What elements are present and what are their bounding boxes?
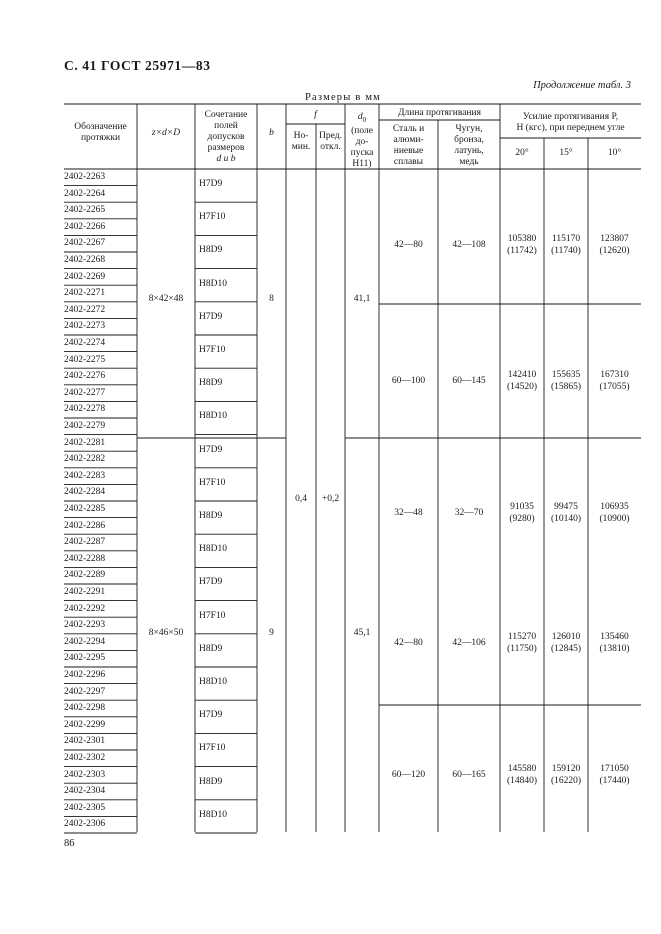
table-row-code: 2402-2283 xyxy=(64,470,106,481)
header-angle-20: 20° xyxy=(515,148,529,158)
header-tolerance: Сочетание полей допусков размеров d и b xyxy=(204,110,248,164)
tolerance-cell: H8D10 xyxy=(199,411,227,422)
table-row-code: 2402-2285 xyxy=(64,504,106,514)
tolerance-cell: H8D9 xyxy=(199,776,223,787)
header-f-deviation: Пред. откл. xyxy=(319,131,342,152)
force-10-newton: 135460 xyxy=(600,632,629,642)
table-row-code: 2402-2277 xyxy=(64,387,106,398)
table-continuation-note: Продолжение табл. 3 xyxy=(533,80,631,91)
tolerance-cell: H7D9 xyxy=(199,710,223,721)
table-row-code: 2402-2291 xyxy=(64,587,106,597)
table-row-code: 2402-2297 xyxy=(64,686,106,697)
header-force: Усилие протягивания P, Н (кгс), при переднем угле xyxy=(516,112,625,133)
length-iron-value: 42—108 xyxy=(452,240,486,250)
length-iron-value: 32—70 xyxy=(454,508,484,518)
force-20-newton: 91035 xyxy=(510,502,534,512)
table-row-code: 2402-2293 xyxy=(64,620,106,631)
tolerance-cell: H7D9 xyxy=(199,444,223,455)
table-row-code: 2402-2288 xyxy=(64,553,106,564)
force-20-newton: 115270 xyxy=(507,632,537,642)
table-row-code: 2402-2268 xyxy=(64,255,106,265)
group-2-b: 9 xyxy=(269,628,274,638)
header-length: Длина протягивания xyxy=(398,108,481,118)
dimensions-note: Размеры в мм xyxy=(305,92,382,103)
force-15-kgf: (12845) xyxy=(550,644,582,654)
tolerance-cell: H7F10 xyxy=(199,345,226,355)
force-15-kgf: (16220) xyxy=(550,776,582,786)
force-20-newton: 145580 xyxy=(507,764,537,774)
table-row-code: 2402-2281 xyxy=(64,437,106,448)
force-10-kgf: (13810) xyxy=(599,644,630,654)
tolerance-cell: H7F10 xyxy=(199,743,226,754)
force-10-newton: 171050 xyxy=(600,764,629,774)
force-15-newton: 155635 xyxy=(551,370,581,380)
table-row-code: 2402-2303 xyxy=(64,769,106,780)
force-10-kgf: (17440) xyxy=(599,776,630,786)
force-15-newton: 115170 xyxy=(551,234,581,244)
force-10-newton: 106935 xyxy=(600,502,629,512)
length-iron-value: 42—106 xyxy=(452,638,486,648)
table-row-code: 2402-2301 xyxy=(64,736,106,747)
force-15-kgf: (10140) xyxy=(550,514,582,524)
force-20-newton: 105380 xyxy=(507,234,537,244)
group-1-zdD: 8×42×48 xyxy=(148,294,184,304)
page-number: 86 xyxy=(64,838,75,849)
table-row-code: 2402-2267 xyxy=(64,238,106,249)
group-1-d0: 41,1 xyxy=(353,294,371,304)
header-angle-10: 10° xyxy=(607,148,622,158)
force-20-kgf: (9280) xyxy=(509,514,535,524)
table-row-code: 2402-2295 xyxy=(64,653,106,664)
header-b: b xyxy=(269,128,274,138)
force-20-kgf: (11742) xyxy=(507,246,537,256)
tolerance-cell: H7D9 xyxy=(199,179,223,189)
table-row-code: 2402-2274 xyxy=(64,338,106,348)
header-f: f xyxy=(314,110,317,120)
f-deviation-value: +0,2 xyxy=(321,494,340,504)
table-row-code: 2402-2286 xyxy=(64,520,106,531)
tolerance-cell: H8D10 xyxy=(199,278,227,289)
header-angle-15: 15° xyxy=(559,148,573,158)
length-steel-value: 42—80 xyxy=(394,638,423,648)
force-15-newton: 126010 xyxy=(551,632,581,642)
table-row-code: 2402-2304 xyxy=(64,786,106,797)
group-1-b: 8 xyxy=(269,294,274,304)
table-row-code: 2402-2279 xyxy=(64,421,106,431)
tolerance-cell: H8D9 xyxy=(199,511,223,521)
tolerance-cell: H8D10 xyxy=(199,809,227,820)
table-row-code: 2402-2272 xyxy=(64,304,106,315)
table-row-code: 2402-2296 xyxy=(64,670,106,680)
table-row-code: 2402-2289 xyxy=(64,570,106,581)
tolerance-cell: H8D9 xyxy=(199,378,223,389)
length-iron-value: 60—165 xyxy=(452,770,486,780)
tolerance-cell: H7D9 xyxy=(199,311,223,322)
table-row-code: 2402-2271 xyxy=(64,288,106,299)
page-title: С. 41 ГОСТ 25971—83 xyxy=(64,58,211,73)
table-row-code: 2402-2282 xyxy=(64,454,106,465)
force-20-kgf: (14520) xyxy=(506,382,538,392)
tolerance-cell: H8D9 xyxy=(199,643,223,654)
table-row-code: 2402-2264 xyxy=(64,188,106,199)
force-20-newton: 142410 xyxy=(507,370,537,380)
force-10-newton: 167310 xyxy=(600,370,629,380)
force-15-newton: 159120 xyxy=(551,764,581,774)
tolerance-cell: H8D10 xyxy=(199,544,227,555)
tolerance-cell: H7F10 xyxy=(199,212,226,223)
force-15-newton: 99475 xyxy=(554,502,578,512)
length-steel-value: 60—120 xyxy=(391,770,426,780)
force-20-kgf: (11750) xyxy=(507,644,537,654)
header-f-nominal: Но- мин. xyxy=(291,131,311,152)
table-row-code: 2402-2263 xyxy=(64,172,106,182)
table-row-code: 2402-2306 xyxy=(64,819,106,830)
table-row-code: 2402-2302 xyxy=(64,753,106,763)
header-zdD: z×d×D xyxy=(151,128,181,138)
table-row-code: 2402-2265 xyxy=(64,205,106,216)
header-designation: Обозначение протяжки xyxy=(74,122,127,143)
header-steel: Сталь и алюми- ниевые сплавы xyxy=(392,124,425,167)
table-row-code: 2402-2273 xyxy=(64,321,106,332)
force-10-kgf: (17055) xyxy=(599,382,630,392)
table-row-code: 2402-2275 xyxy=(64,354,106,365)
force-15-kgf: (11740) xyxy=(551,246,581,256)
force-10-kgf: (12620) xyxy=(599,246,630,256)
table-row-code: 2402-2294 xyxy=(64,636,106,647)
tolerance-cell: H7F10 xyxy=(199,477,226,488)
group-2-d0: 45,1 xyxy=(353,628,371,638)
tolerance-cell: H7F10 xyxy=(199,610,226,621)
header-d0: $d_0$ (поле до- пуска H11) xyxy=(350,112,374,169)
length-steel-value: 32—48 xyxy=(394,508,423,518)
f-nominal-value: 0,4 xyxy=(295,494,307,504)
table-row-code: 2402-2287 xyxy=(64,537,106,548)
table-row-code: 2402-2284 xyxy=(64,487,106,498)
group-2-zdD: 8×46×50 xyxy=(148,628,184,638)
force-20-kgf: (14840) xyxy=(506,776,538,786)
tolerance-cell: H8D10 xyxy=(199,677,227,687)
table-row-code: 2402-2278 xyxy=(64,404,106,415)
force-15-kgf: (15865) xyxy=(550,382,582,392)
table-row-code: 2402-2276 xyxy=(64,371,106,382)
table-row-code: 2402-2299 xyxy=(64,719,106,730)
force-10-newton: 123807 xyxy=(600,234,629,244)
force-10-kgf: (10900) xyxy=(599,514,630,524)
tolerance-cell: H8D9 xyxy=(199,245,223,256)
header-iron: Чугун, бронза, латунь, медь xyxy=(454,124,484,167)
tolerance-cell: H7D9 xyxy=(199,577,223,588)
table-row-code: 2402-2269 xyxy=(64,271,106,282)
table-row-code: 2402-2298 xyxy=(64,703,106,714)
table-row-code: 2402-2292 xyxy=(64,603,106,614)
table-row-code: 2402-2266 xyxy=(64,221,106,232)
length-steel-value: 42—80 xyxy=(394,240,423,250)
table-row-code: 2402-2305 xyxy=(64,802,106,813)
length-iron-value: 60—145 xyxy=(452,376,486,386)
length-steel-value: 60—100 xyxy=(391,376,426,386)
